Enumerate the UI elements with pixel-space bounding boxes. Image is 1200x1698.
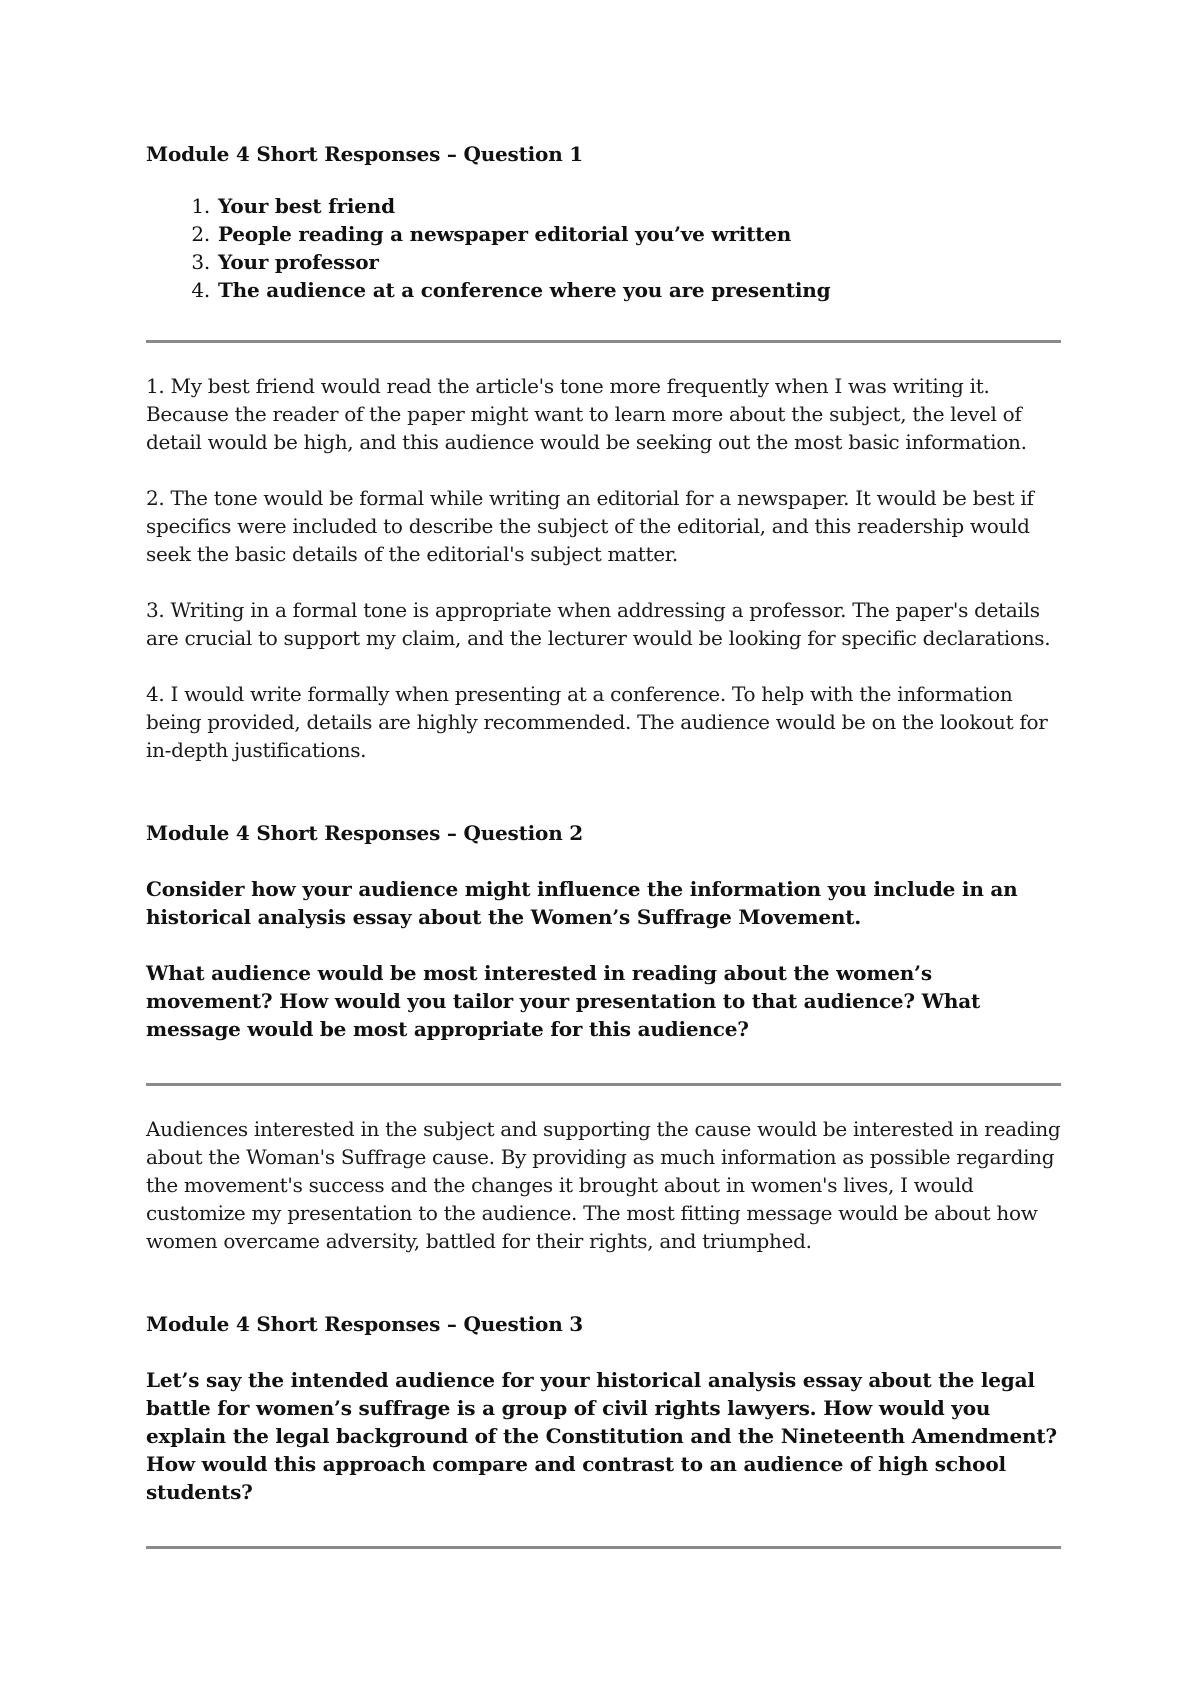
list-item xyxy=(146,276,1061,304)
q1-answer-paragraph-2: 2. The tone would be formal while writing an editorial for a newspaper. It would be best if specifics were included to describe the subject of the editorial, and this readership would seek the basic details of the editorial's subject matter. xyxy=(146,486,1034,566)
q3-divider xyxy=(146,1546,1061,1549)
q3-prompt: Let’s say the intended audience for your historical analysis essay about the legal battle for women’s suffrage is a group of civil rights lawyers. How would you explain the legal background of the Constitution and the Nineteenth Amendment? How would this approach compare and contrast to an audience of high school students? xyxy=(146,1368,1057,1504)
q1-answer-paragraph-4: 4. I would write formally when presenting at a conference. To help with the information being provided, details are highly recommended. The audience would be on the lookout for in-depth justifications. xyxy=(146,682,1048,762)
list-item xyxy=(146,248,1061,276)
list-item-text: Your best friend xyxy=(218,194,395,218)
q2-answer-paragraph: Audiences interested in the subject and supporting the cause would be interested in reading about the Woman's Suffrage cause. By providing as much information as possible regarding the movement's success and the changes it brought about in women's lives, I would customize my presentation to the audience. The most fitting message would be about how women overcame adversity, battled for their rights, and triumphed. xyxy=(146,1117,1061,1253)
list-item-text: People reading a newspaper editorial you’ve written xyxy=(218,222,792,246)
q1-audience-list xyxy=(146,192,1061,304)
list-item-number: 4. xyxy=(191,278,210,302)
q2-prompt-context: Consider how your audience might influence the information you include in an historical analysis essay about the Women’s Suffrage Movement. xyxy=(146,877,1018,929)
list-item-number: 3. xyxy=(191,250,210,274)
document-body xyxy=(146,140,1061,1549)
q1-heading: Module 4 Short Responses – Question 1 xyxy=(146,142,584,166)
list-item-text: Your professor xyxy=(218,250,379,274)
list-item xyxy=(146,220,1061,248)
q2-prompt-questions: What audience would be most interested in reading about the women’s movement? How would you tailor your presentation to that audience? What message would be most appropriate for this audience? xyxy=(146,961,981,1041)
list-item-text: The audience at a conference where you are presenting xyxy=(218,278,831,302)
list-item xyxy=(146,192,1061,220)
q2-heading: Module 4 Short Responses – Question 2 xyxy=(146,821,584,845)
list-item-number: 1. xyxy=(191,194,210,218)
q1-answer-paragraph-3: 3. Writing in a formal tone is appropriate when addressing a professor. The paper's details are crucial to support my claim, and the lecturer would be looking for specific declarations. xyxy=(146,598,1051,650)
q1-answer-paragraph-1: 1. My best friend would read the article's tone more frequently when I was writing it. Because the reader of the paper might want to learn more about the subject, the level of detail would be high, and this audience would be seeking out the most basic information. xyxy=(146,374,1027,454)
q3-heading: Module 4 Short Responses – Question 3 xyxy=(146,1312,584,1336)
list-item-number: 2. xyxy=(191,222,210,246)
